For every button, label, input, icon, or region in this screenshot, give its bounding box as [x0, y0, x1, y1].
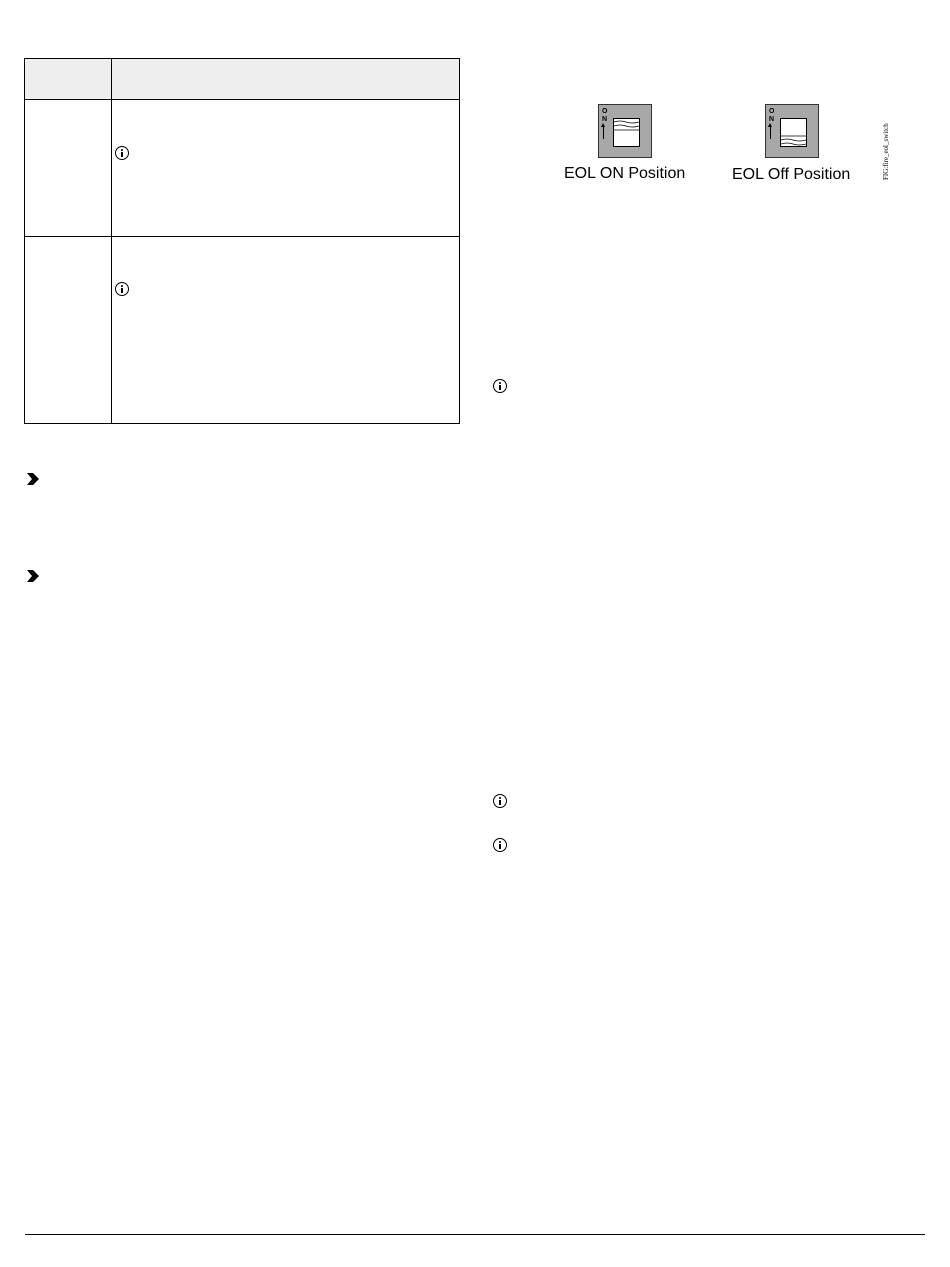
- switch-n-mark: N: [602, 116, 608, 123]
- info-icon: [115, 146, 129, 160]
- table-row-divider: [25, 236, 459, 237]
- switch-o-mark: O: [602, 108, 608, 115]
- footer-rule: [25, 1234, 925, 1235]
- eol-off-label: EOL Off Position: [732, 166, 851, 183]
- table-header-row: [25, 59, 459, 100]
- step-chevron-icon: [27, 570, 39, 582]
- info-icon: [493, 794, 507, 808]
- switch-slider: [613, 118, 640, 147]
- switch-o-mark: O: [769, 108, 775, 115]
- switch-slider: [780, 118, 807, 147]
- eol-on-label: EOL ON Position: [564, 165, 686, 182]
- eol-switch-off-illustration: [765, 104, 819, 158]
- step-chevron-icon: [27, 473, 39, 485]
- up-arrow-icon: [603, 125, 604, 139]
- spec-table: [24, 58, 460, 424]
- figure-id: FIG:fire_eol_switch: [882, 123, 890, 180]
- info-icon: [115, 282, 129, 296]
- info-icon: [493, 838, 507, 852]
- switch-n-mark: N: [769, 116, 775, 123]
- table-column-divider: [111, 59, 112, 423]
- up-arrow-icon: [770, 125, 771, 139]
- eol-switch-on-illustration: [598, 104, 652, 158]
- info-icon: [493, 379, 507, 393]
